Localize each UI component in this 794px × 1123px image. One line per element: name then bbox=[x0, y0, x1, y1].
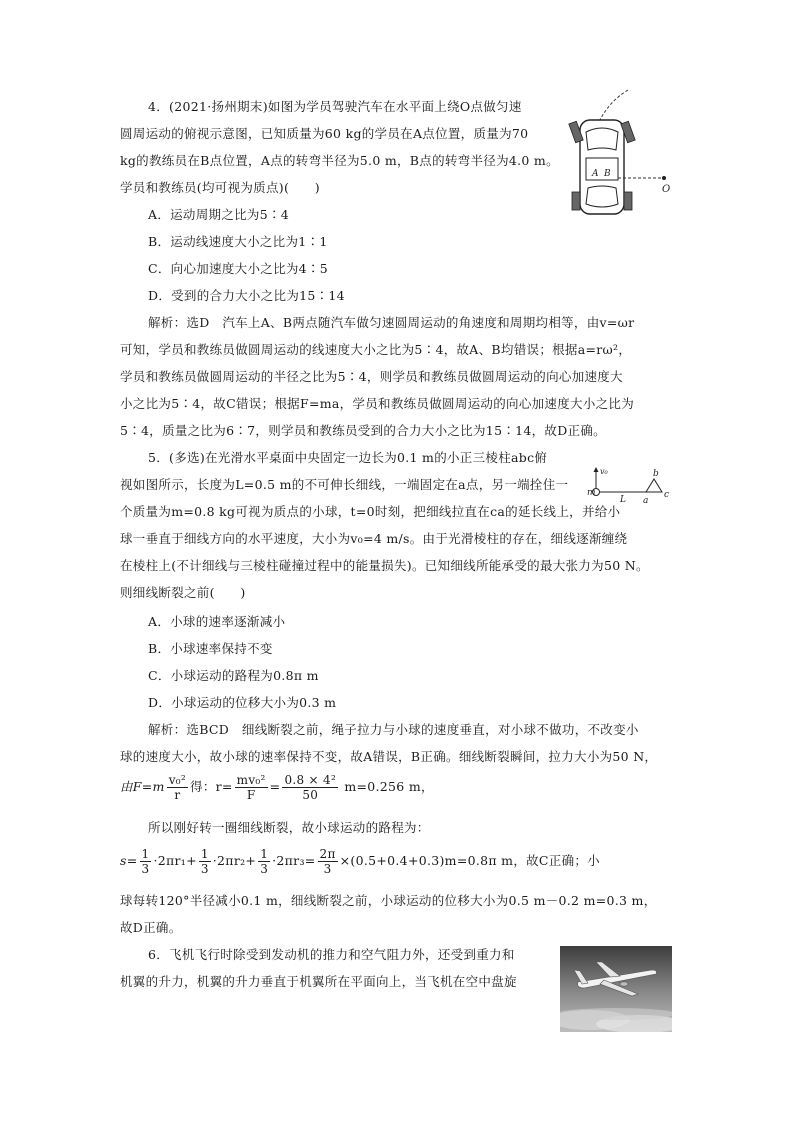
q5-end-line-1: 球每转120°半径减小0.1 m，细线断裂之前，小球运动的位移大小为0.5 m－0.2 m=0.3 m， bbox=[120, 893, 657, 908]
label-a: A bbox=[592, 169, 599, 179]
q5-option-b: B．小球速率保持不变 bbox=[148, 641, 273, 656]
formula1-suffix: m=0.256 m， bbox=[340, 779, 434, 794]
q5-option-a: A．小球的速率逐渐减小 bbox=[148, 614, 286, 629]
formula1-mid: 得：r= bbox=[190, 779, 233, 794]
q5-line-1: 5．(多选)在光滑水平桌面中央固定一边长为0.1 m的小正三棱柱abc俯 bbox=[148, 450, 548, 465]
fraction-mv0sq-f: $\frac{\text{mv₀²}}{F}$ bbox=[236, 773, 266, 802]
q6-line-2: 机翼的升力，机翼的升力垂直于机翼所在平面向上，当飞机在空中盘旋 bbox=[120, 974, 517, 989]
label-o: O bbox=[662, 184, 671, 195]
q4-option-d: D．受到的合力大小之比为15∶14 bbox=[148, 288, 345, 303]
q5-line-5: 在棱柱上(不计细线与三棱柱碰撞过程中的能量损失)。已知细线所能承受的最大张力为50 N。 bbox=[120, 558, 649, 573]
q5-formula-line-1 bbox=[120, 772, 434, 802]
q4-option-a: A．运动周期之比为5∶4 bbox=[148, 207, 290, 222]
q5-analysis-2: 球的速度大小，故小球的速率保持不变，故A错误，B正确。细线断裂瞬间，拉力大小为50 N， bbox=[120, 749, 658, 764]
label-v0: v₀ bbox=[600, 467, 608, 476]
q5-analysis-1: 解析：选BCD 细线断裂之前，绳子拉力与小球的速度垂直，对小球不做功，不改变小 bbox=[148, 722, 639, 737]
fraction-values: $\frac{\text{0.8 × 4²}}{50}$ bbox=[284, 773, 337, 802]
q5-line-4: 球一垂直于细线方向的水平速度，大小为v₀=4 m/s。由于光滑棱柱的存在，细线逐渐缠绕 bbox=[120, 531, 628, 546]
q4-line-3: kg的教练员在B点位置，A点的转弯半径为5.0 m，B点的转弯半径为4.0 m。 bbox=[120, 153, 559, 168]
q5-option-d: D．小球运动的位移大小为0.3 m bbox=[148, 695, 337, 710]
q4-line-4: 学员和教练员(均可视为质点)( ) bbox=[120, 180, 320, 195]
q5-sentence: 所以刚好转一圈细线断裂，故小球运动的路程为： bbox=[148, 820, 430, 835]
car-top-view-figure bbox=[568, 88, 678, 222]
label-m: m bbox=[587, 488, 596, 498]
q4-line-2: 圆周运动的俯视示意图，已知质量为60 kg的学员在A点位置，质量为70 bbox=[120, 126, 529, 141]
q5-line-3: 个质量为m=0.8 kg可视为质点的小球，t=0时刻，把细线拉直在ca的延长线上，并给小 bbox=[120, 504, 621, 519]
q4-option-c: C．向心加速度大小之比为4∶5 bbox=[148, 261, 328, 276]
q4-analysis-5: 5∶4，质量之比为6∶7，则学员和教练员受到的合力大小之比为15∶14，故D正确。 bbox=[120, 423, 606, 438]
label-b-vertex: b bbox=[653, 469, 659, 479]
formula1-prefix: 由F=m bbox=[120, 779, 165, 794]
q4-analysis-2: 可知，学员和教练员做圆周运动的线速度大小之比为5∶4，故A、B均错误；根据a=rω²， bbox=[120, 342, 632, 357]
q4-option-b: B．运动线速度大小之比为1∶1 bbox=[148, 234, 328, 249]
label-b: B bbox=[604, 169, 611, 179]
q4-analysis-4: 小之比为5∶4，故C错误；根据F=ma，学员和教练员做圆周运动的向心加速度大小之比为 bbox=[120, 396, 635, 411]
label-a-vertex: a bbox=[643, 496, 649, 506]
q5-line-6: 则细线断裂之前( ) bbox=[120, 585, 246, 600]
label-l: L bbox=[620, 495, 626, 505]
fraction-v0sq-r: $\frac{\text{v₀²}}{r}$ bbox=[168, 773, 187, 802]
airplane-photo bbox=[560, 946, 672, 1032]
q4-analysis-3: 学员和教练员做圆周运动的半径之比为5∶4，则学员和教练员做圆周运动的向心加速度大 bbox=[120, 369, 623, 384]
q4-analysis-1: 解析：选D 汽车上A、B两点随汽车做匀速圆周运动的角速度和周期均相等，由v=ωr bbox=[148, 315, 635, 330]
label-c-vertex: c bbox=[664, 490, 670, 500]
q5-formula-line-2: s= $\frac{1}{3}$ ·2πr₁+ $\frac{1}{3}$ ·2πr₂+ $\frac{1}{3}$ ·2πr₃= $\frac{2\pi}{3}$ ×(0.5+0.4+0.3)m=0.8π m，故C正确；小 bbox=[120, 847, 600, 876]
formula1-eq: = bbox=[269, 779, 281, 794]
prism-string-figure bbox=[586, 462, 672, 506]
q6-line-1: 6．飞机飞行时除受到发动机的推力和空气阻力外，还受到重力和 bbox=[148, 947, 515, 962]
q4-line-1: 4．(2021·扬州期末)如图为学员驾驶汽车在水平面上绕O点做匀速 bbox=[148, 99, 522, 114]
q5-end-line-2: 故D正确。 bbox=[120, 920, 182, 935]
q5-option-c: C．小球运动的路程为0.8π m bbox=[148, 668, 319, 683]
q5-line-2: 视如图所示，长度为L=0.5 m的不可伸长细线，一端固定在a点，另一端拴住一 bbox=[120, 477, 569, 492]
